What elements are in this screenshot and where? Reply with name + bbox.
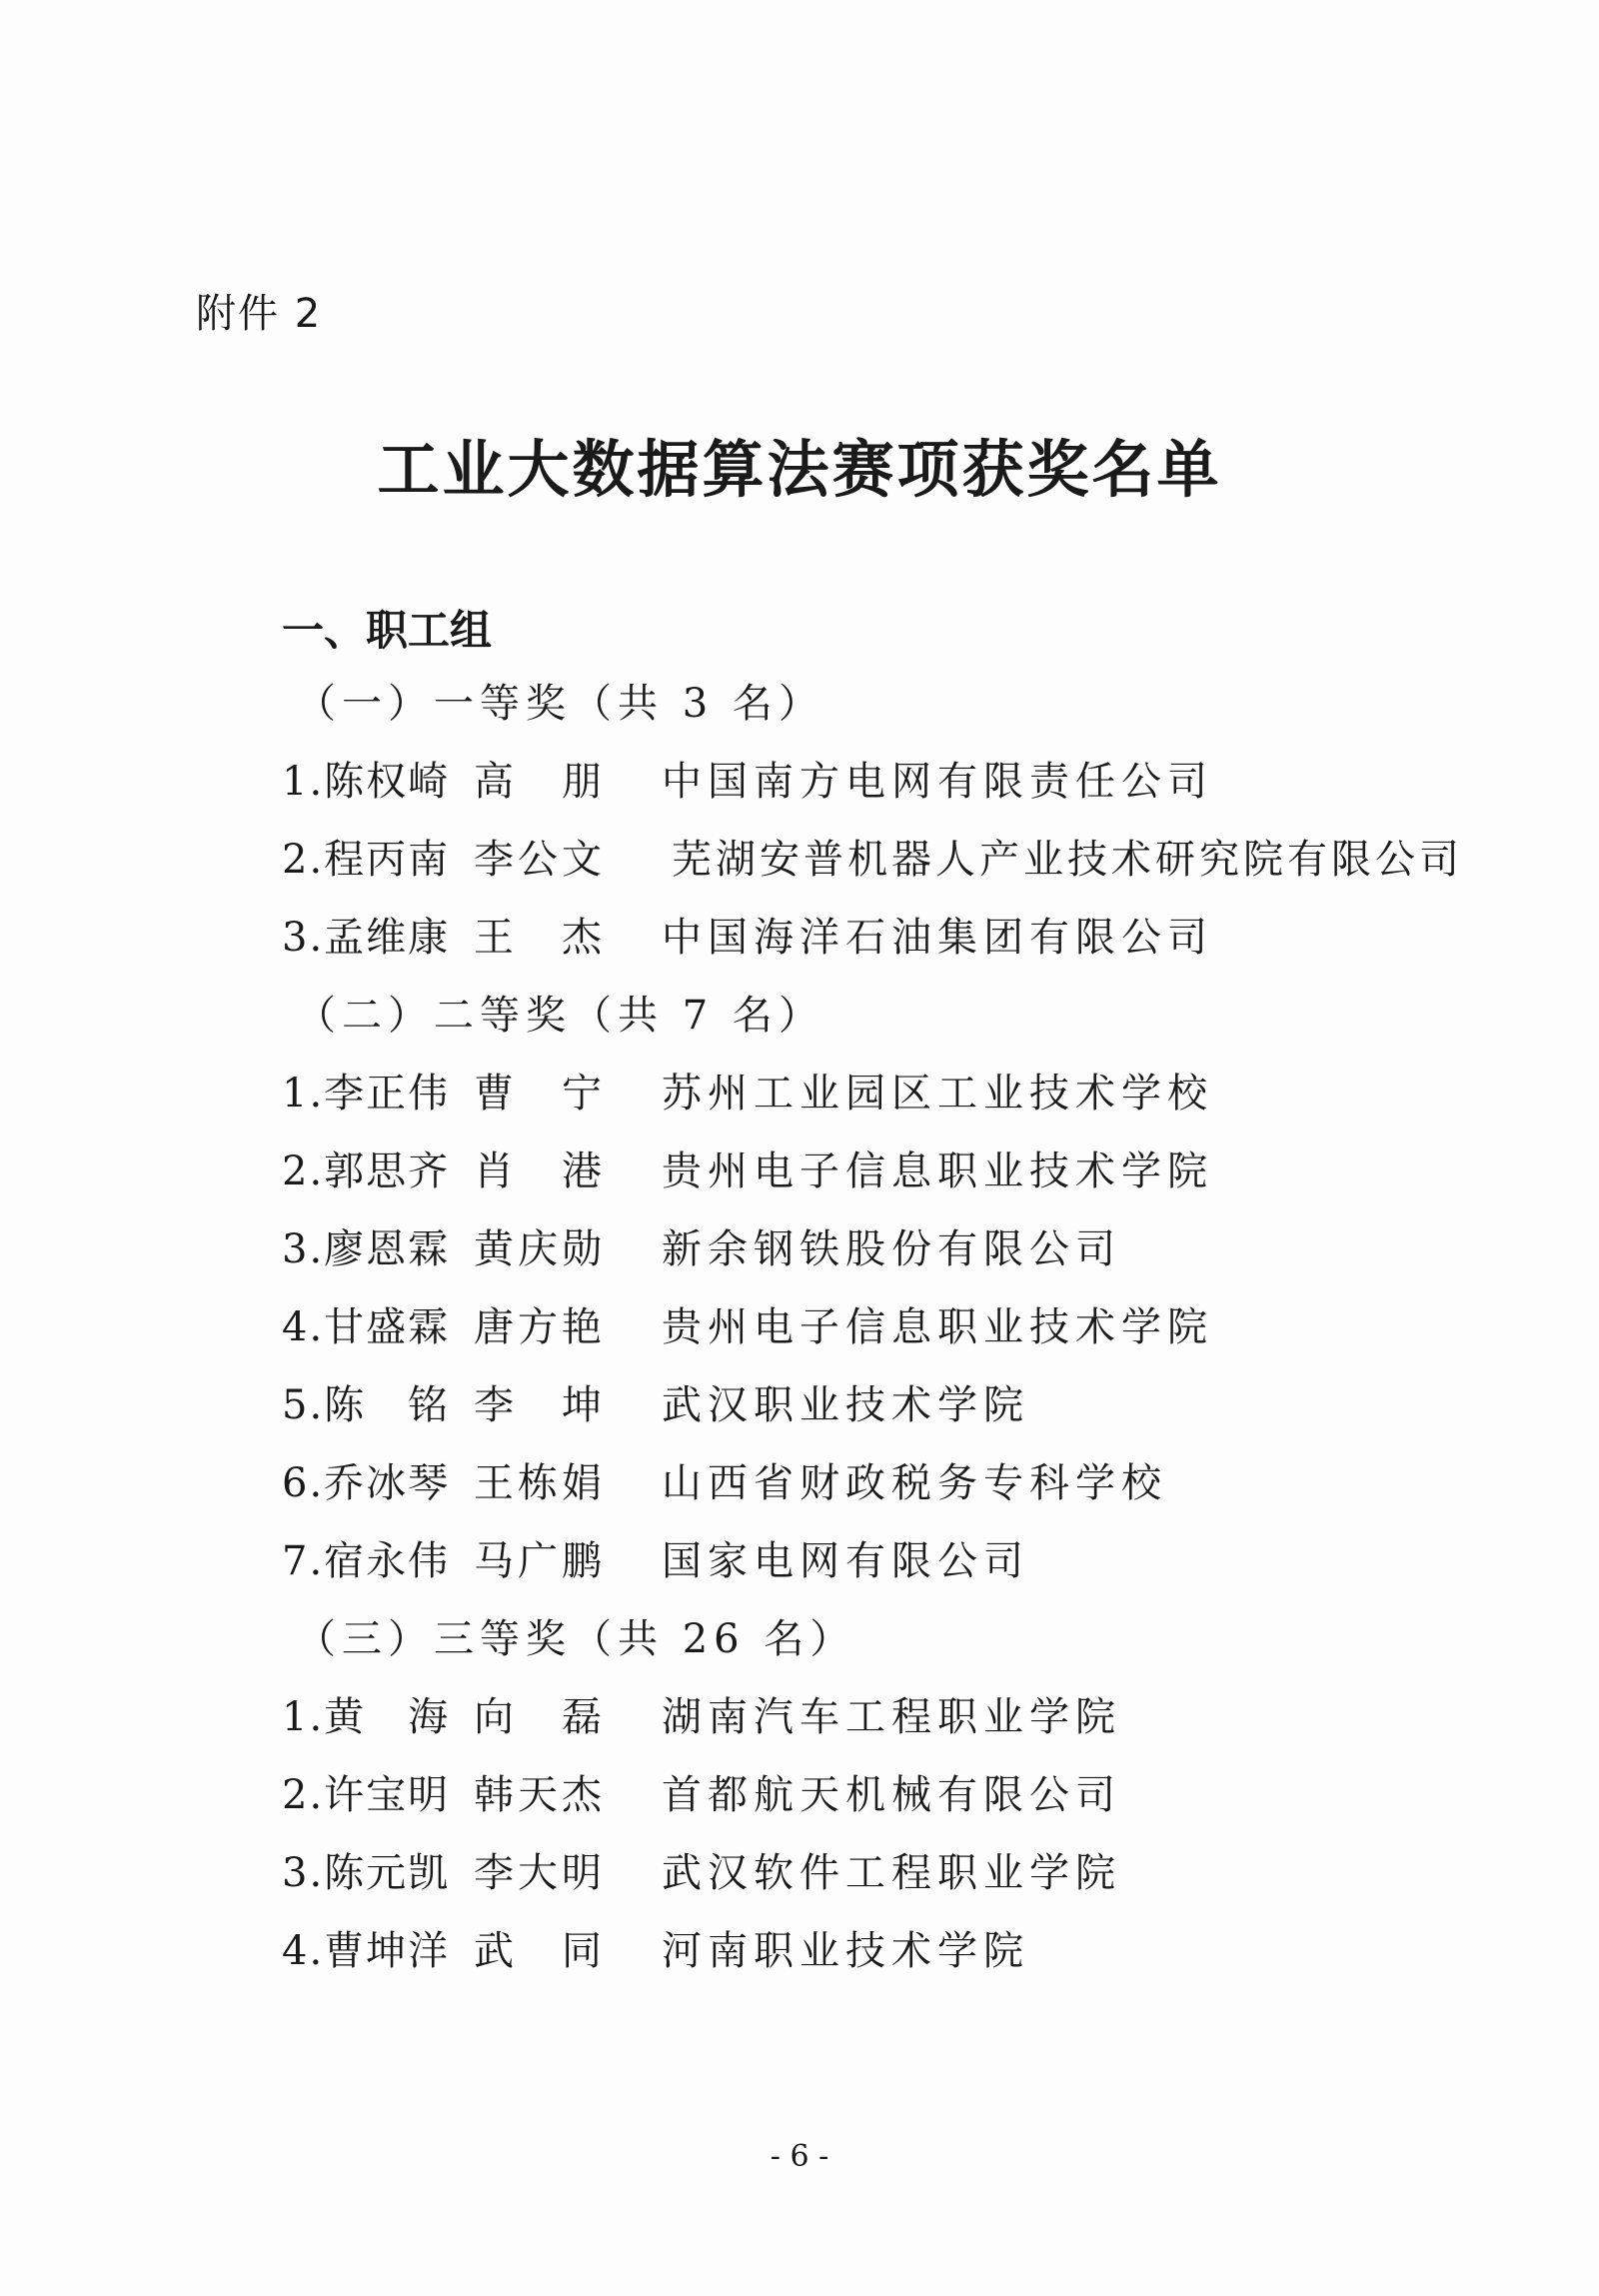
entry-number-name: 3.陈元凯	[282, 1850, 451, 1896]
entry-second-name: 李 坤	[474, 1382, 606, 1428]
entry-number-name: 1.李正伟	[282, 1071, 451, 1117]
entry-organization: 贵州电子信息职业技术学院	[662, 1148, 1213, 1194]
entry-second-name: 武 同	[474, 1928, 606, 1974]
entry-second-name: 王栋娟	[474, 1460, 606, 1506]
entry-second-name: 高 朋	[474, 759, 606, 805]
tier-heading: （一）一等奖（共 3 名）	[296, 681, 824, 727]
entry-second-name: 曹 宁	[474, 1071, 606, 1117]
entry-number-name: 1.黄 海	[282, 1694, 451, 1740]
entry-second-name: 王 杰	[474, 915, 606, 961]
entry-number-name: 4.甘盛霖	[282, 1304, 451, 1350]
entry-number-name: 2.许宝明	[282, 1772, 451, 1818]
entry-organization: 国家电网有限公司	[662, 1538, 1029, 1584]
entry-second-name: 向 磊	[474, 1694, 606, 1740]
page-number: - 6 -	[770, 2139, 829, 2174]
entry-second-name: 韩天杰	[474, 1772, 606, 1818]
entry-second-name: 李大明	[474, 1850, 606, 1896]
section-heading: 一、职工组	[282, 606, 493, 655]
entry-organization: 武汉职业技术学院	[662, 1382, 1029, 1428]
entry-number-name: 3.廖恩霖	[282, 1226, 451, 1272]
entry-second-name: 唐方艳	[474, 1304, 606, 1350]
entry-number-name: 2.郭思齐	[282, 1148, 451, 1194]
entry-organization: 芜湖安普机器人产业技术研究院有限公司	[672, 837, 1463, 883]
entry-second-name: 李公文	[474, 837, 606, 883]
entry-organization: 中国南方电网有限责任公司	[662, 759, 1213, 805]
entry-organization: 山西省财政税务专科学校	[662, 1460, 1167, 1506]
entry-number-name: 5.陈 铭	[282, 1382, 451, 1428]
entry-organization: 首都航天机械有限公司	[662, 1772, 1121, 1818]
entry-organization: 贵州电子信息职业技术学院	[662, 1304, 1213, 1350]
tier-heading: （二）二等奖（共 7 名）	[296, 993, 824, 1039]
entry-organization: 中国海洋石油集团有限公司	[662, 915, 1213, 961]
entry-second-name: 马广鹏	[474, 1538, 606, 1584]
entry-number-name: 3.孟维康	[282, 915, 451, 961]
entry-second-name: 黄庆勋	[474, 1226, 606, 1272]
entry-number-name: 4.曹坤洋	[282, 1928, 451, 1974]
entry-number-name: 6.乔冰琴	[282, 1460, 451, 1506]
entry-organization: 新余钢铁股份有限公司	[662, 1226, 1121, 1272]
attachment-label: 附件 2	[196, 291, 323, 337]
entry-organization: 河南职业技术学院	[662, 1928, 1029, 1974]
entry-number-name: 2.程丙南	[282, 837, 451, 883]
entry-second-name: 肖 港	[474, 1148, 606, 1194]
entry-organization: 苏州工业园区工业技术学校	[662, 1071, 1213, 1117]
tier-heading: （三）三等奖（共 26 名）	[296, 1616, 856, 1662]
document-title: 工业大数据算法赛项获奖名单	[377, 433, 1222, 506]
entry-organization: 武汉软件工程职业学院	[662, 1850, 1121, 1896]
entry-organization: 湖南汽车工程职业学院	[662, 1694, 1121, 1740]
entry-number-name: 1.陈权崎	[282, 759, 451, 805]
entry-number-name: 7.宿永伟	[282, 1538, 451, 1584]
